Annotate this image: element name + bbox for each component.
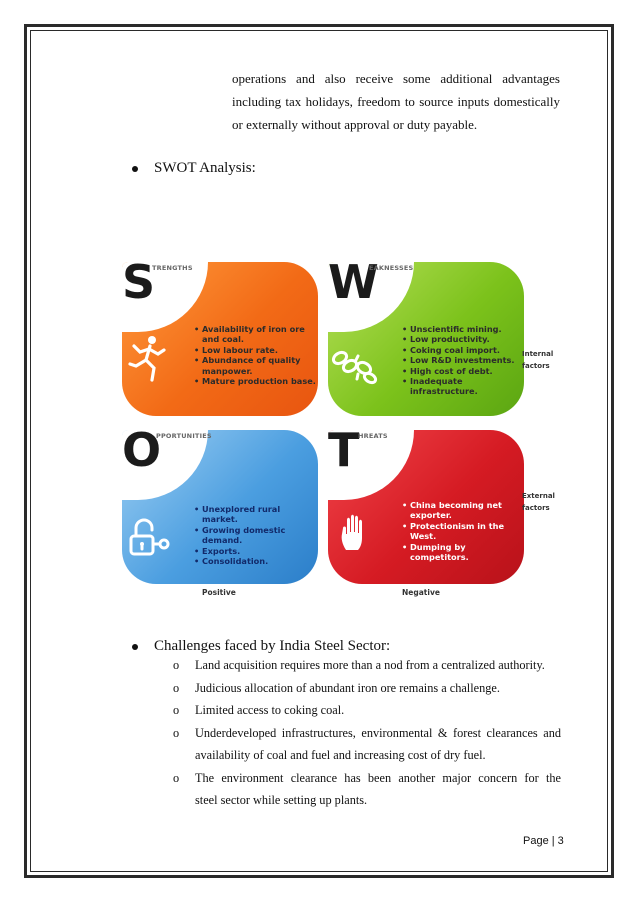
intro-line: operations and also receive some additional advantages xyxy=(232,71,560,86)
bullet-dot xyxy=(132,166,138,172)
list-item: • Growing domestic demand. xyxy=(194,525,314,546)
weaknesses-title: EAKNESSES xyxy=(369,264,414,272)
list-item: • Low labour rate. xyxy=(194,345,318,355)
list-item: • High cost of debt. xyxy=(402,366,524,376)
opportunities-title: PPORTUNITIES xyxy=(156,432,212,440)
unlocked-padlock-icon xyxy=(128,518,172,558)
list-item: • Consolidation. xyxy=(194,556,314,566)
stop-hand-icon xyxy=(340,514,370,552)
list-item: • Low R&D investments. xyxy=(402,355,524,365)
runner-icon xyxy=(128,334,166,382)
list-item: • China becoming net exporter. xyxy=(402,500,524,521)
strengths-title: TRENGTHS xyxy=(152,264,193,272)
list-item: • Unexplored rural market. xyxy=(194,504,314,525)
negative-label: Negative xyxy=(402,588,440,597)
threats-list xyxy=(402,500,524,562)
list-item: • Protectionism in the West. xyxy=(402,521,524,542)
opportunities-list xyxy=(194,504,314,566)
bullet-dot xyxy=(132,644,138,650)
intro-line: including tax holidays, freedom to source inputs domestically xyxy=(232,94,560,109)
list-item: • Abundance of quality manpower. xyxy=(194,355,318,376)
list-item: o Underdeveloped infrastructures, environmental & forest clearances and availability of coal and fuel and increasing cost of dry fuel. xyxy=(173,722,561,767)
challenges-heading-text: Challenges faced by India Steel Sector: xyxy=(154,638,391,654)
strengths-letter: S xyxy=(122,255,156,309)
hollow-bullet-icon: o xyxy=(173,770,180,785)
broken-chain-icon xyxy=(330,346,378,386)
list-item: • Availability of iron ore and coal. xyxy=(194,324,318,345)
intro-paragraph xyxy=(232,67,560,136)
page-number: Page | 3 xyxy=(523,835,564,847)
strengths-list xyxy=(194,324,318,386)
weaknesses-letter: W xyxy=(328,255,379,309)
list-item: • Inadequate infrastructure. xyxy=(402,376,524,397)
hollow-bullet-icon: o xyxy=(173,725,180,740)
list-item: o The environment clearance has been another major concern for the steel sector while setting up plants. xyxy=(173,767,561,812)
list-item: • Dumping by competitors. xyxy=(402,542,524,563)
list-item: o Land acquisition requires more than a nod from a centralized authority. xyxy=(173,654,561,677)
list-item: • Unscientific mining. xyxy=(402,324,524,334)
list-item: • Mature production base. xyxy=(194,376,318,386)
internal-factors-label: Internal factors xyxy=(522,350,554,370)
hollow-bullet-icon: o xyxy=(173,680,180,695)
challenges-list xyxy=(173,654,561,812)
swot-diagram xyxy=(118,255,558,602)
hollow-bullet-icon: o xyxy=(173,703,180,717)
list-item: o Judicious allocation of abundant iron ore remains a challenge. xyxy=(173,677,561,700)
threats-title: HREATS xyxy=(358,432,388,440)
list-item: • Coking coal import. xyxy=(402,345,524,355)
list-item: • Low productivity. xyxy=(402,334,524,344)
positive-label: Positive xyxy=(202,588,236,597)
weaknesses-list xyxy=(402,324,524,397)
hollow-bullet-icon: o xyxy=(173,658,180,672)
opportunities-letter: O xyxy=(122,423,162,477)
list-item: o Limited access to coking coal. xyxy=(173,699,561,722)
intro-line: or externally without approval or duty payable. xyxy=(232,117,478,132)
threats-letter: T xyxy=(328,423,360,477)
list-item: • Exports. xyxy=(194,546,314,556)
external-factors-label: External factors xyxy=(522,492,555,512)
swot-heading-text: SWOT Analysis: xyxy=(154,160,256,176)
